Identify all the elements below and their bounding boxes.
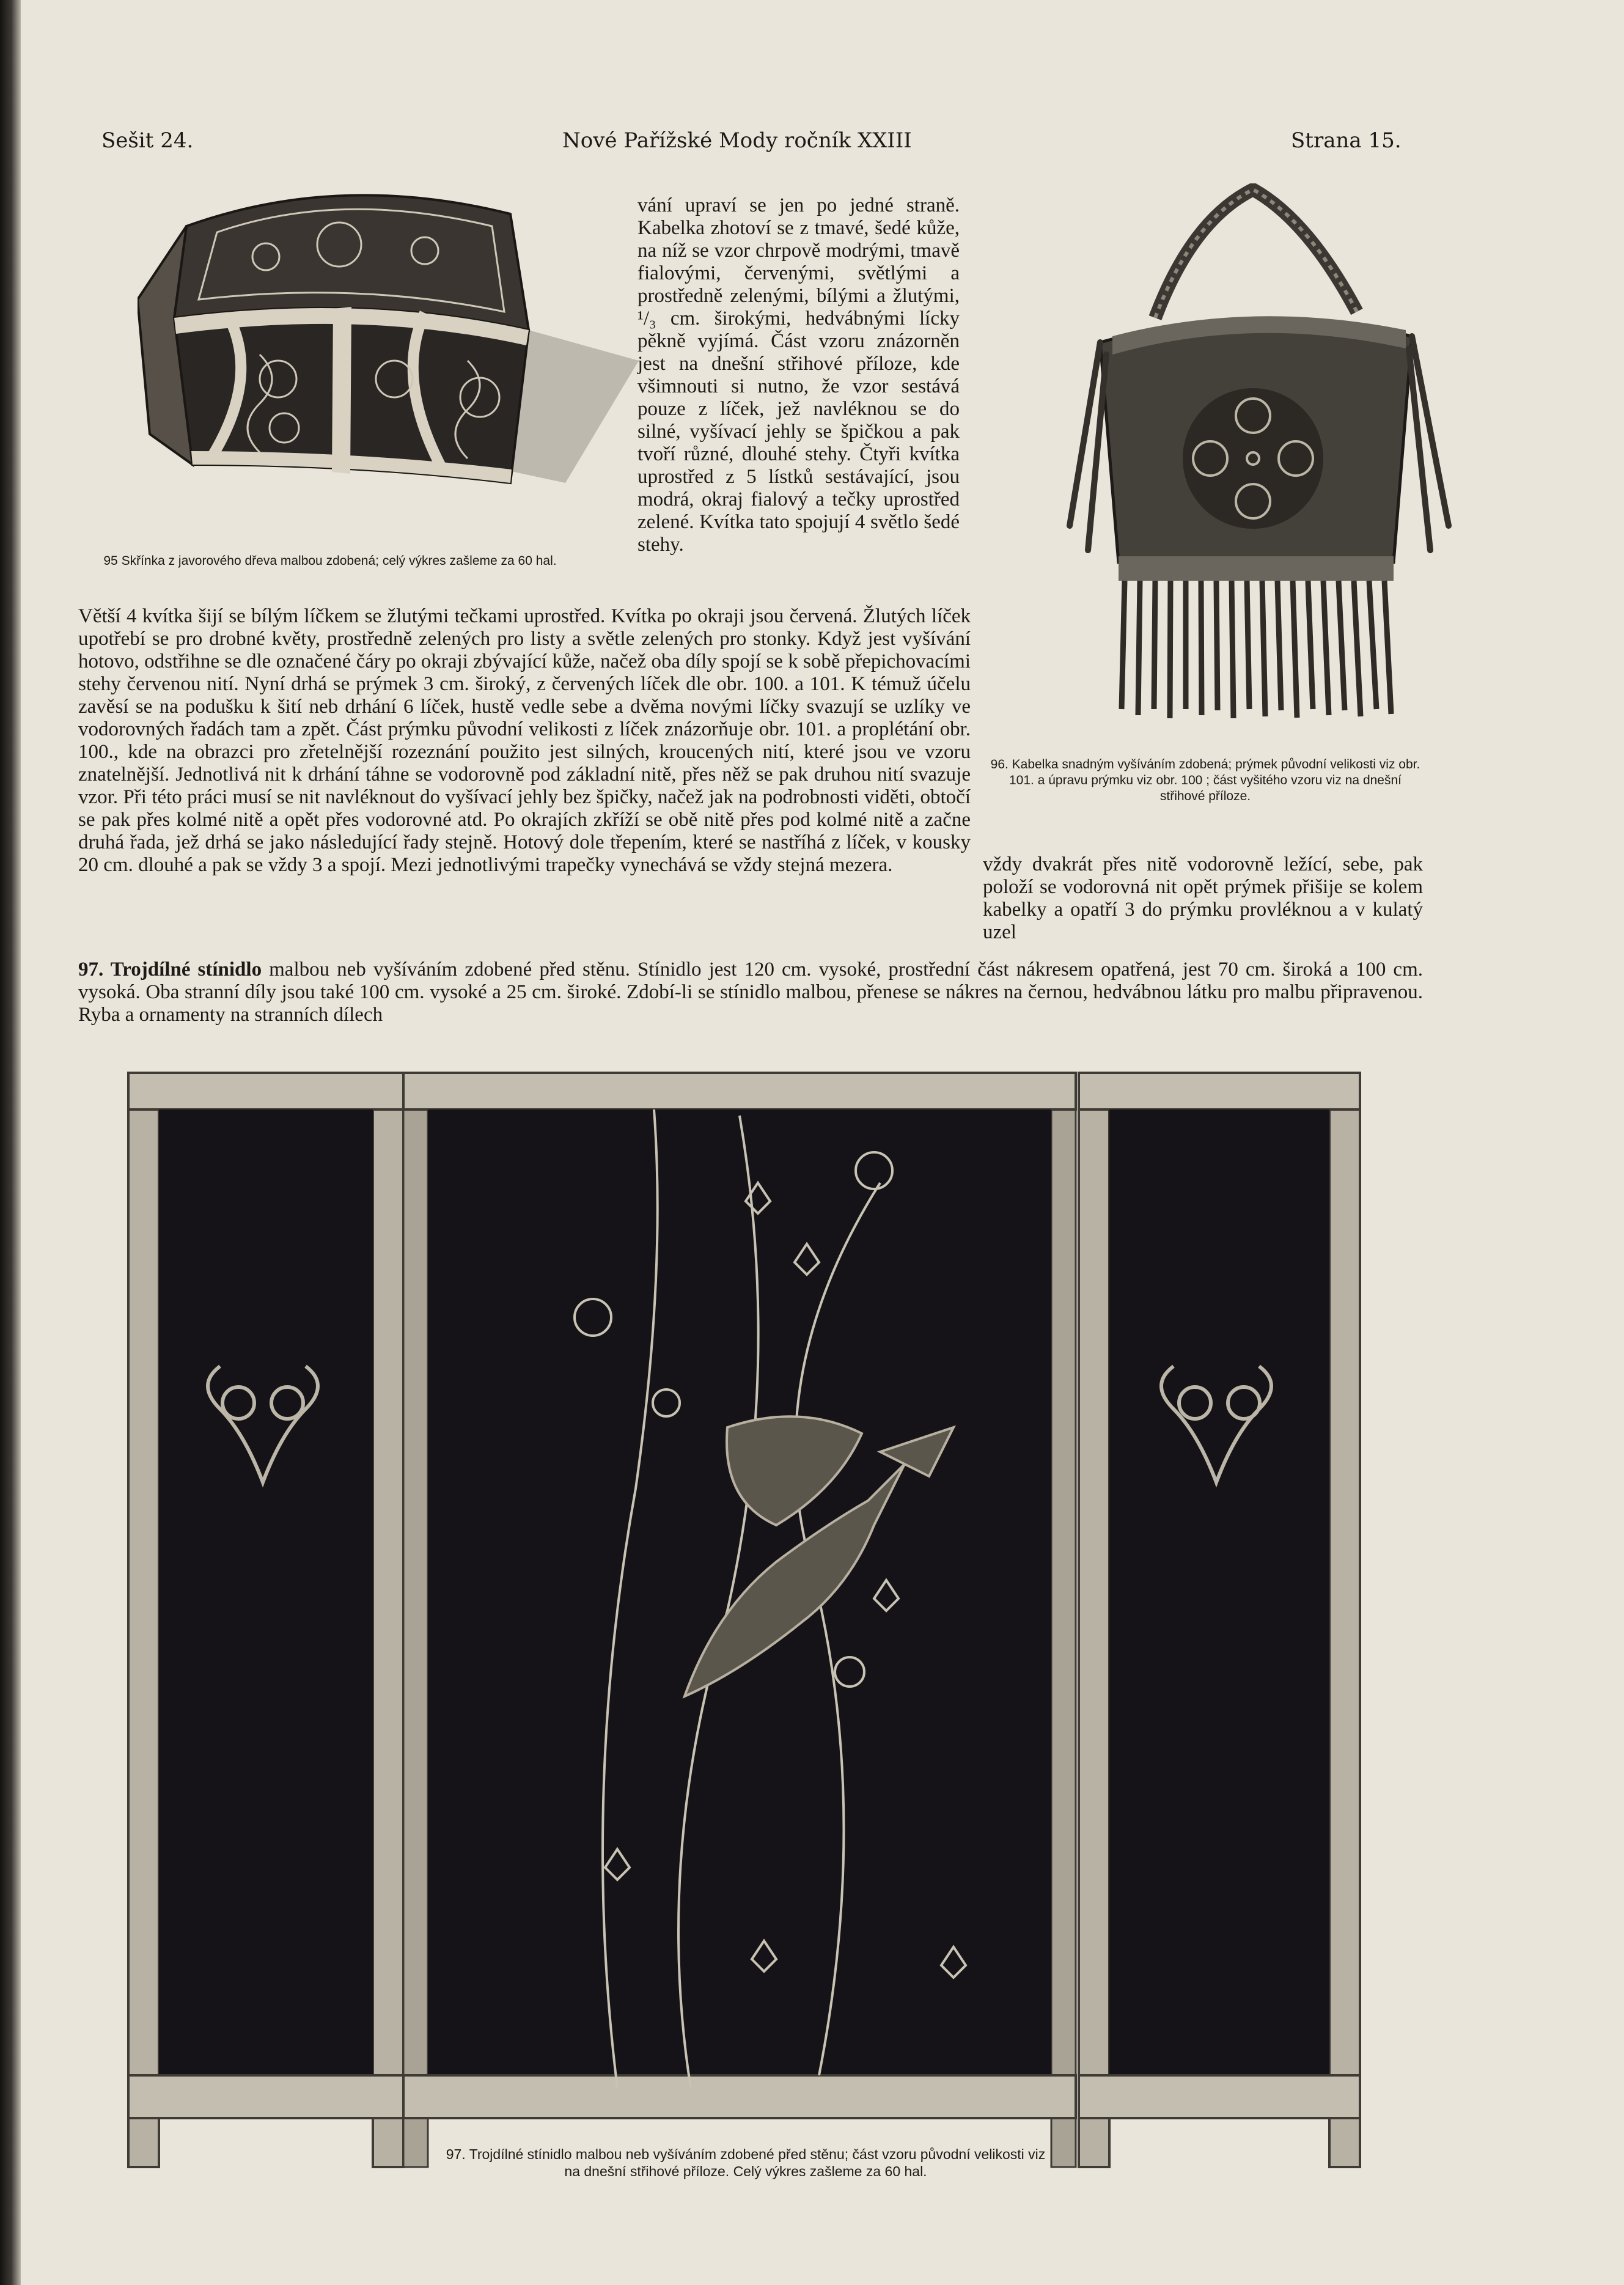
column-text xyxy=(637,194,960,556)
caption-figure-96: 96. Kabelka snadným vyšíváním zdobená; prýmek původní velikosti viz obr. 101. a úpravu prýmku viz obr. 100 ; část vyšitého vzoru viz na dnešní střihové příloze. xyxy=(990,757,1420,803)
journal-title: Nové Pařížské Mody ročník XXIII xyxy=(562,128,912,153)
figure-box-illustration xyxy=(138,177,639,520)
page-number: Strana 15. xyxy=(1291,128,1402,153)
figure-screen-illustration xyxy=(116,1061,1449,2246)
body-text-main xyxy=(78,605,971,877)
column-paragraph: vání upraví se jen po jedné straně. Kabelka zhotoví se z tmavé, šedé kůže, na níž se vzor chrpově modrými, tmavě fialovými, červenými, světlými a prostředně zelenými, bílými a žlutými, ¹/₃ cm. širokými, hedvábnými lícky pěkně vyjímá. Část vzoru znázorněn jest na dnešní střihové příloze, kde všimnouti si nutno, že vzor sestává pouze z líček, jež navléknou se do silné, vyšívací jehly se špičkou a pak tvoří různé, dlouhé stehy. Čtyři kvítka uprostřed z 5 lístků sestávající, jsou modrá, okraj fialový a tečky uprostřed zelené. Kvítka tato spojují 4 světlo šedé stehy. xyxy=(637,194,960,556)
issue-number: Sešit 24. xyxy=(101,128,194,153)
body-paragraph-right: vždy dvakrát přes nitě vodorovně ležící, sebe, pak položí se vodorovná nit opět prýmek přišije se kolem kabelky a opatří 3 do prýmku provléknou a v kulatý uzel xyxy=(983,853,1423,943)
book-binding-edge xyxy=(0,0,21,2285)
body-paragraph: Větší 4 kvítka šijí se bílým líčkem se žlutými tečkami uprostřed. Kvítka po okraji jsou červená. Žlutých líček upotřebí se pro drobné květy, prostředně zelených pro listy a světle zelených pro stonky. Když jest vyšívání hotovo, odstřihne se dle označené čáry po okraji zbývající kůže, načež oba díly spojí se k sobě přepichovacími stehy červenou nití. Nyní drhá se prýmek 3 cm. široký, z červených líček dle obr. 100. a 101. K témuž účelu zavěsí se na podušku k šití neb drhání 6 líček, hustě vedle sebe a dvěma novými líčky svazují se uzlíky ve vodorovných řadách tam a zpět. Část prýmku původní velikosti z líček znázorňuje obr. 101. a proplétání obr. 100., kde na obrazci pro zřetelnější rozeznání použito jest silných, kroucených nití, které jsou ve vzoru znatelnější. Jednotlivá nit k drhání táhne se vodorovně pod základní nitě, přes něž se pak druhou nití svazuje vzor. Při této práci musí se nit navléknout do vyšívací jehly bez špičky, načež jak na podrobnosti viděti, obtočí se pak přes kolmé nitě a opět přes vodorovné atd. Po okrajích zkříží se obě nitě přes pod kolmé nitě a začne druhá řada, jež drhá se jako následující řady stejně. Hotový dole třepením, které se nastříhá z líček, v kousky 20 cm. dlouhé a pak se vždy 3 a spojí. Mezi jednotlivými trapečky vynechává se vždy stejná mezera. xyxy=(78,605,971,876)
caption-figure-97: 97. Trojdílné stínidlo malbou neb vyšíváním zdobené před stěnu; část vzoru původní velikosti viz na dnešní střihové příloze. Celý výkres zašleme za 60 hal. xyxy=(446,2146,1046,2179)
section-97-text xyxy=(78,959,1423,1026)
section-97-lead: 97. Trojdílné stínidlo xyxy=(78,959,262,981)
figure-bag-illustration xyxy=(1051,183,1473,721)
caption-figure-95: 95 Skřínka z javorového dřeva malbou zdobená; celý výkres zašleme za 60 hal. xyxy=(103,554,557,568)
section-97-body: malbou neb vyšíváním zdobené před stěnu. Stínidlo jest 120 cm. vysoké, prostřední část nákresem opatřená, jest 70 cm. široká a 100 cm. vysoká. Oba stranní díly jsou také 100 cm. vysoké a 25 cm. široké. Zdobí-li se stínidlo malbou, přenese se nákres na černou, hedvábnou látku pro malbu připravenou. Ryba a ornamenty na stranních dílech xyxy=(78,959,1423,1026)
body-text-right xyxy=(983,853,1423,944)
